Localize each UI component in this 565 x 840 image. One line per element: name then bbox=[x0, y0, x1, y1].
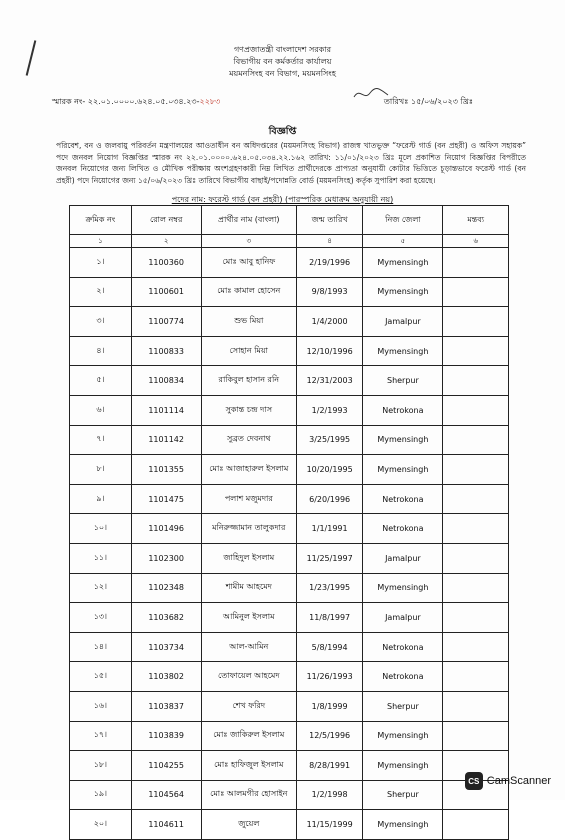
row-remark bbox=[443, 395, 509, 425]
col-num: ৩ bbox=[201, 235, 296, 248]
row-name: আমিনুল ইসলাম bbox=[201, 603, 296, 633]
row-dob: 11/15/1999 bbox=[296, 810, 362, 840]
camscanner-logo-icon: CS bbox=[465, 772, 483, 790]
table-row bbox=[70, 395, 509, 425]
row-remark bbox=[443, 307, 509, 337]
row-roll: 1102300 bbox=[131, 543, 201, 573]
table-column-number-row bbox=[70, 235, 509, 248]
memo-reference bbox=[52, 96, 220, 109]
table-row bbox=[70, 307, 509, 337]
row-serial: ২। bbox=[70, 277, 132, 307]
row-name: রাকিবুল হাসান রনি bbox=[201, 366, 296, 396]
row-district: Netrokona bbox=[363, 484, 443, 514]
row-roll: 1104564 bbox=[131, 780, 201, 810]
row-dob: 3/25/1995 bbox=[296, 425, 362, 455]
row-district: Jamalpur bbox=[363, 603, 443, 633]
row-district: Netrokona bbox=[363, 662, 443, 692]
row-remark bbox=[443, 514, 509, 544]
row-district: Sherpur bbox=[363, 366, 443, 396]
memo-label: স্মারক নং- ২২.০১.০০০০.৬২৪.০৫.০৩৪.২৩- bbox=[52, 97, 200, 106]
row-serial: ১১। bbox=[70, 543, 132, 573]
col-num: ১ bbox=[70, 235, 132, 248]
row-name: মোঃ আবু হানিফ bbox=[201, 248, 296, 278]
row-name: মোঃ কামাল হোসেন bbox=[201, 277, 296, 307]
row-dob: 11/25/1997 bbox=[296, 543, 362, 573]
row-serial: ১৩। bbox=[70, 603, 132, 633]
col-serial: ক্রমিক নং bbox=[70, 206, 132, 235]
row-roll: 1100833 bbox=[131, 336, 201, 366]
row-roll: 1101475 bbox=[131, 484, 201, 514]
row-district: Mymensingh bbox=[363, 425, 443, 455]
row-serial: ১। bbox=[70, 248, 132, 278]
col-roll: রোল নম্বর bbox=[131, 206, 201, 235]
row-name: শেখ ফরিদ bbox=[201, 691, 296, 721]
row-roll: 1104611 bbox=[131, 810, 201, 840]
row-dob: 8/28/1991 bbox=[296, 751, 362, 781]
row-dob: 1/8/1999 bbox=[296, 691, 362, 721]
row-name: মনিরুজ্জামান তালুকদার bbox=[201, 514, 296, 544]
row-remark bbox=[443, 662, 509, 692]
row-serial: ১৬। bbox=[70, 691, 132, 721]
row-dob: 1/23/1995 bbox=[296, 573, 362, 603]
table-row bbox=[70, 248, 509, 278]
row-name: আল-আমিন bbox=[201, 632, 296, 662]
row-serial: ৪। bbox=[70, 336, 132, 366]
row-remark bbox=[443, 543, 509, 573]
row-serial: ৮। bbox=[70, 455, 132, 485]
row-name: পলাশ মজুমদার bbox=[201, 484, 296, 514]
row-district: Sherpur bbox=[363, 691, 443, 721]
row-dob: 10/20/1995 bbox=[296, 455, 362, 485]
row-name: তোফায়েল আহমেদ bbox=[201, 662, 296, 692]
row-remark bbox=[443, 691, 509, 721]
row-serial: ৯। bbox=[70, 484, 132, 514]
row-district: Sherpur bbox=[363, 780, 443, 810]
row-district: Mymensingh bbox=[363, 810, 443, 840]
row-name: জুয়েল bbox=[201, 810, 296, 840]
row-remark bbox=[443, 721, 509, 751]
row-roll: 1103837 bbox=[131, 691, 201, 721]
row-district: Mymensingh bbox=[363, 573, 443, 603]
camscanner-brand: CamScanner bbox=[486, 775, 551, 787]
row-name: জাহিদুল ইসলাম bbox=[201, 543, 296, 573]
row-name: সোহান মিয়া bbox=[201, 336, 296, 366]
row-dob: 11/8/1997 bbox=[296, 603, 362, 633]
notice-body: পরিবেশ, বন ও জলবায়ু পরিবর্তন মন্ত্রণালয়ের আওতাধীন বন অধিদপ্তরের (ময়মনসিংহ বিভাগ) রাজস্ব খাতভুক্ত “ফরেস্ট গার্ড (বন প্রহরী) ও অফিস সহায়ক” পদে জনবল নিয়োগ বিজ্ঞপ্তির স্মারক নং ২২.০১.০০০০.৬২৪.০৫.০৩৪.২২.১৬২ তারিখ: ১১/০১/২০২৩ খ্রিঃ মূলে প্রকাশিত নিয়োগ বিজ্ঞপ্তির বিপরীতে জনবল নিয়োগের জন্য লিখিত ও মৌখিক পরীক্ষায় অংশগ্রহণকারী নিম্ন লিখিত প্রার্থীদেরকে প্রাপ্যতা অনুযায়ী কোটার ভিত্তিতে চূড়ান্তভাবে ফরেস্ট গার্ড (বন প্রহরী) পদে নিয়োগের জন্য ১৫/০৬/২০২৩ খ্রিঃ তারিখে বিভাগীয় বাছাই/পদোন্নতি বোর্ড (ময়মনসিংহ) কর্তৃক সুপারিশ করা হয়েছে। bbox=[56, 141, 526, 185]
row-remark bbox=[443, 573, 509, 603]
row-name: সুকান্ত চন্দ্র দাস bbox=[201, 395, 296, 425]
col-num: ২ bbox=[131, 235, 201, 248]
row-serial: ৩। bbox=[70, 307, 132, 337]
row-remark bbox=[443, 484, 509, 514]
table-row bbox=[70, 484, 509, 514]
row-dob: 1/1/1991 bbox=[296, 514, 362, 544]
row-roll: 1103734 bbox=[131, 632, 201, 662]
table-body bbox=[70, 248, 509, 840]
row-district: Mymensingh bbox=[363, 721, 443, 751]
table-row bbox=[70, 662, 509, 692]
row-name: মোঃ হাফিজুল ইসলাম bbox=[201, 751, 296, 781]
row-serial: ৬। bbox=[70, 395, 132, 425]
govt-line: গণপ্রজাতন্ত্রী বাংলাদেশ সরকার bbox=[233, 45, 332, 54]
row-serial: ১৯। bbox=[70, 780, 132, 810]
col-district: নিজ জেলা bbox=[363, 206, 443, 235]
row-serial: ২০। bbox=[70, 810, 132, 840]
row-roll: 1101496 bbox=[131, 514, 201, 544]
row-district: Netrokona bbox=[363, 632, 443, 662]
table-row bbox=[70, 543, 509, 573]
row-roll: 1101142 bbox=[131, 425, 201, 455]
row-district: Jamalpur bbox=[363, 543, 443, 573]
table-row bbox=[70, 425, 509, 455]
table-row bbox=[70, 810, 509, 840]
row-roll: 1100774 bbox=[131, 307, 201, 337]
post-name-text: পদের নাম: ফরেস্ট গার্ড (বন প্রহরী) (পারস্পরিক মেধাক্রম অনুযায়ী নয়) bbox=[171, 195, 394, 204]
table-row bbox=[70, 780, 509, 810]
row-dob: 12/10/1996 bbox=[296, 336, 362, 366]
row-serial: ১০। bbox=[70, 514, 132, 544]
col-num: ৪ bbox=[296, 235, 362, 248]
camscanner-footer bbox=[465, 772, 551, 790]
row-name: শামীম আহমেদ bbox=[201, 573, 296, 603]
row-roll: 1101114 bbox=[131, 395, 201, 425]
row-district: Mymensingh bbox=[363, 751, 443, 781]
table-row bbox=[70, 721, 509, 751]
row-name: মোঃ আলমগীর হোসাইন bbox=[201, 780, 296, 810]
memo-date: তারিখঃ ১৫/০৬/২০২৩ খ্রিঃ bbox=[383, 97, 473, 106]
row-remark bbox=[443, 425, 509, 455]
row-roll: 1103802 bbox=[131, 662, 201, 692]
row-remark bbox=[443, 366, 509, 396]
table-row bbox=[70, 632, 509, 662]
row-remark bbox=[443, 336, 509, 366]
row-remark bbox=[443, 455, 509, 485]
row-roll: 1100834 bbox=[131, 366, 201, 396]
row-serial: ১৭। bbox=[70, 721, 132, 751]
row-name: মোঃ জাকিরুল ইসলাম bbox=[201, 721, 296, 751]
table-row bbox=[70, 603, 509, 633]
row-serial: ১২। bbox=[70, 573, 132, 603]
row-roll: 1103839 bbox=[131, 721, 201, 751]
candidates-table bbox=[69, 205, 509, 840]
row-district: Mymensingh bbox=[363, 248, 443, 278]
table-row bbox=[70, 751, 509, 781]
row-dob: 1/2/1998 bbox=[296, 780, 362, 810]
row-roll: 1101355 bbox=[131, 455, 201, 485]
office-line: বিভাগীয় বন কর্মকর্তার কার্যালয় bbox=[233, 57, 332, 66]
row-roll: 1104255 bbox=[131, 751, 201, 781]
table-row bbox=[70, 366, 509, 396]
row-name: সুব্রত দেবনাথ bbox=[201, 425, 296, 455]
memo-number: ২২৮৩ bbox=[199, 97, 221, 106]
row-name: শুভ মিয়া bbox=[201, 307, 296, 337]
col-dob: জন্ম তারিখ bbox=[296, 206, 362, 235]
table-row bbox=[70, 455, 509, 485]
notice-title: বিজ্ঞপ্তি bbox=[268, 126, 297, 137]
table-row bbox=[70, 514, 509, 544]
table-row bbox=[70, 277, 509, 307]
row-name: মোঃ আজাহারুল ইসলাম bbox=[201, 455, 296, 485]
row-district: Mymensingh bbox=[363, 336, 443, 366]
row-dob: 12/5/1996 bbox=[296, 721, 362, 751]
table-row bbox=[70, 336, 509, 366]
row-serial: ৭। bbox=[70, 425, 132, 455]
col-num: ৫ bbox=[363, 235, 443, 248]
row-remark bbox=[443, 632, 509, 662]
row-serial: ৫। bbox=[70, 366, 132, 396]
row-serial: ১৪। bbox=[70, 632, 132, 662]
row-district: Mymensingh bbox=[363, 455, 443, 485]
row-district: Netrokona bbox=[363, 395, 443, 425]
row-remark bbox=[443, 277, 509, 307]
row-roll: 1103682 bbox=[131, 603, 201, 633]
table-row bbox=[70, 573, 509, 603]
division-line: ময়মনসিংহ বন বিভাগ, ময়মনসিংহ bbox=[229, 69, 336, 78]
row-dob: 11/26/1993 bbox=[296, 662, 362, 692]
row-dob: 6/20/1996 bbox=[296, 484, 362, 514]
row-dob: 5/8/1994 bbox=[296, 632, 362, 662]
row-district: Mymensingh bbox=[363, 277, 443, 307]
row-serial: ১৫। bbox=[70, 662, 132, 692]
col-remark: মন্তব্য bbox=[443, 206, 509, 235]
row-remark bbox=[443, 603, 509, 633]
row-district: Netrokona bbox=[363, 514, 443, 544]
table-header-row bbox=[70, 206, 509, 235]
col-num: ৬ bbox=[443, 235, 509, 248]
row-dob: 2/19/1996 bbox=[296, 248, 362, 278]
row-dob: 1/2/1993 bbox=[296, 395, 362, 425]
row-dob: 12/31/2003 bbox=[296, 366, 362, 396]
table-row bbox=[70, 691, 509, 721]
row-roll: 1100360 bbox=[131, 248, 201, 278]
row-roll: 1100601 bbox=[131, 277, 201, 307]
row-remark bbox=[443, 248, 509, 278]
row-district: Jamalpur bbox=[363, 307, 443, 337]
col-name: প্রার্থীর নাম (বাংলা) bbox=[201, 206, 296, 235]
row-dob: 9/8/1993 bbox=[296, 277, 362, 307]
row-dob: 1/4/2000 bbox=[296, 307, 362, 337]
row-serial: ১৮। bbox=[70, 751, 132, 781]
row-roll: 1102348 bbox=[131, 573, 201, 603]
row-remark bbox=[443, 810, 509, 840]
